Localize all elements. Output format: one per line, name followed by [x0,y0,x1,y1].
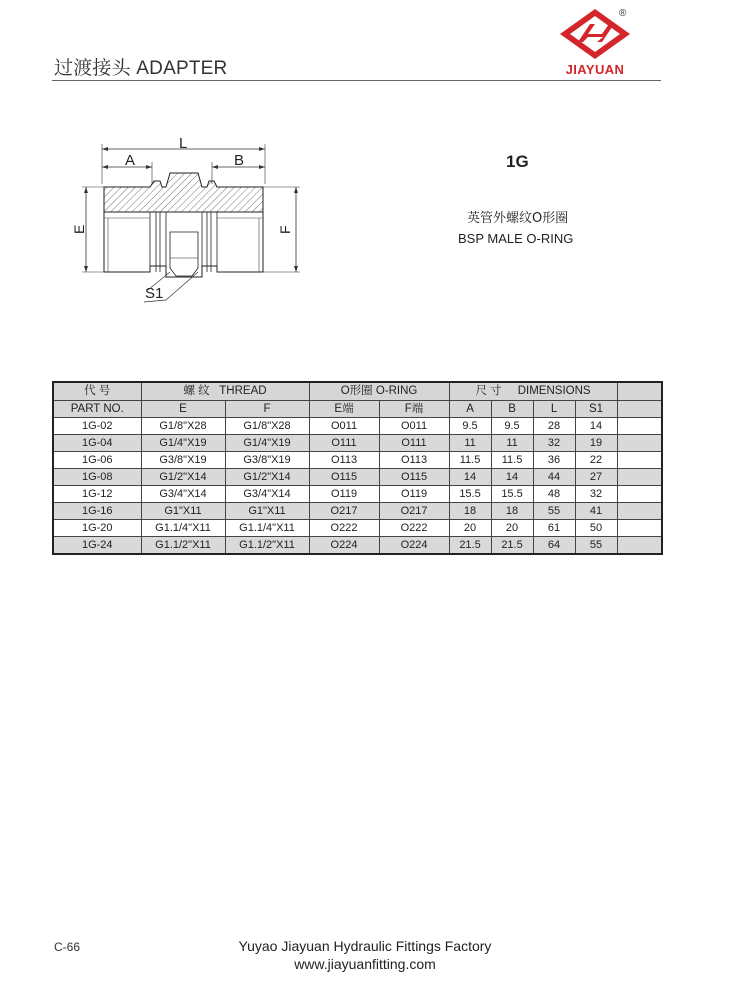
table-row [53,418,662,435]
cell-dim-l: 48 [533,486,575,503]
cell-dim-s1: 50 [575,520,617,537]
product-description-cn: 英管外螺纹O形圈 [467,211,569,226]
cell-oring-e: O119 [309,486,379,503]
table-row [53,452,662,469]
cell-dim-a: 21.5 [449,537,491,555]
cell-oring-e: O113 [309,452,379,469]
cell-dim-b: 11 [491,435,533,452]
company-name: Yuyao Jiayuan Hydraulic Fittings Factory [238,938,492,954]
cell-thread-e: G1.1/4"X11 [141,520,225,537]
cell-dim-b: 9.5 [491,418,533,435]
cell-thread-e: G1/2"X14 [141,469,225,486]
cell-oring-e: O224 [309,537,379,555]
cell-dim-l: 44 [533,469,575,486]
cell-oring-f: O011 [379,418,449,435]
cell-blank [617,486,662,503]
table-row [53,503,662,520]
group-header-oring: O形圈 O-RING [309,382,449,401]
cell-dim-a: 11 [449,435,491,452]
col-header-e: E [141,401,225,418]
cell-dim-b: 14 [491,469,533,486]
cell-blank [617,418,662,435]
table-row [53,469,662,486]
cell-part-no: 1G-06 [53,452,141,469]
table-group-header-row [53,382,662,401]
group-header-dims-cn: 尺 寸 [475,385,502,397]
cell-dim-a: 9.5 [449,418,491,435]
cell-dim-a: 18 [449,503,491,520]
page-number: C-66 [54,940,81,954]
cell-dim-a: 15.5 [449,486,491,503]
label-f: F [277,225,293,234]
header-divider [52,80,661,81]
cell-oring-f: O115 [379,469,449,486]
cell-dim-l: 28 [533,418,575,435]
col-header-f-end: F端 [379,401,449,418]
cell-part-no: 1G-04 [53,435,141,452]
cell-oring-e: O217 [309,503,379,520]
cell-part-no: 1G-20 [53,520,141,537]
table-row [53,537,662,555]
cell-oring-f: O222 [379,520,449,537]
company-website: www.jiayuanfitting.com [294,956,436,972]
cell-dim-a: 14 [449,469,491,486]
table-column-header-row [53,401,662,418]
adapter-drawing [70,132,320,317]
cell-part-no: 1G-24 [53,537,141,555]
cell-dim-s1: 22 [575,452,617,469]
cell-dim-s1: 19 [575,435,617,452]
group-header-thread-en: THREAD [219,385,267,397]
label-b: B [234,152,245,169]
cell-thread-f: G1/8"X28 [225,418,309,435]
col-header-s1: S1 [575,401,617,418]
page-title: 过渡接头 ADAPTER [54,58,228,79]
group-header-dims-en: DIMENSIONS [517,385,591,397]
label-a: A [125,152,136,169]
cell-dim-s1: 55 [575,537,617,555]
table-row [53,435,662,452]
cell-thread-e: G3/4"X14 [141,486,225,503]
spec-table [52,381,663,555]
cell-oring-f: O119 [379,486,449,503]
cell-dim-b: 11.5 [491,452,533,469]
col-header-a: A [449,401,491,418]
cell-part-no: 1G-02 [53,418,141,435]
cell-dim-l: 64 [533,537,575,555]
cell-blank [617,520,662,537]
cell-blank [617,503,662,520]
cell-dim-s1: 14 [575,418,617,435]
cell-dim-s1: 27 [575,469,617,486]
table-row [53,486,662,503]
cell-thread-f: G1/4"X19 [225,435,309,452]
cell-thread-e: G1/8"X28 [141,418,225,435]
cell-thread-f: G1.1/4"X11 [225,520,309,537]
col-header-e-end: E端 [309,401,379,418]
col-header-l: L [533,401,575,418]
cell-blank [617,469,662,486]
cell-oring-e: O011 [309,418,379,435]
cell-part-no: 1G-08 [53,469,141,486]
cell-dim-b: 21.5 [491,537,533,555]
col-header-blank [617,401,662,418]
col-header-f: F [225,401,309,418]
cell-dim-l: 55 [533,503,575,520]
cell-oring-f: O113 [379,452,449,469]
group-header-dimensions [449,382,617,401]
label-l: L [179,135,188,152]
cell-dim-s1: 32 [575,486,617,503]
cell-dim-s1: 41 [575,503,617,520]
cell-dim-b: 20 [491,520,533,537]
cell-thread-f: G3/4"X14 [225,486,309,503]
product-description-en: BSP MALE O-RING [458,231,574,246]
cell-dim-a: 20 [449,520,491,537]
group-header-blank [617,382,662,401]
label-s1: S1 [145,285,164,302]
cell-part-no: 1G-16 [53,503,141,520]
fitting-cross-section-figure [70,132,320,312]
cell-dim-l: 32 [533,435,575,452]
group-header-thread-cn: 螺 纹 [183,385,210,397]
cell-oring-f: O111 [379,435,449,452]
col-header-b: B [491,401,533,418]
cell-dim-a: 11.5 [449,452,491,469]
cell-thread-e: G1/4"X19 [141,435,225,452]
product-code: 1G [506,152,529,171]
table-body [53,418,662,555]
logo-wordmark: JIAYUAN [565,62,625,77]
cell-dim-b: 15.5 [491,486,533,503]
cell-thread-f: G1.1/2"X11 [225,537,309,555]
cell-oring-f: O224 [379,537,449,555]
cell-dim-b: 18 [491,503,533,520]
cell-blank [617,452,662,469]
cell-oring-f: O217 [379,503,449,520]
group-header-thread [141,382,309,401]
table-row [53,520,662,537]
cell-thread-e: G1"X11 [141,503,225,520]
registered-mark: ® [619,8,627,19]
cell-oring-e: O111 [309,435,379,452]
cell-blank [617,537,662,555]
cell-thread-e: G3/8"X19 [141,452,225,469]
group-header-part: 代 号 [53,382,141,401]
cell-thread-e: G1.1/2"X11 [141,537,225,555]
cell-part-no: 1G-12 [53,486,141,503]
cell-dim-l: 61 [533,520,575,537]
cell-dim-l: 36 [533,452,575,469]
cell-thread-f: G1/2"X14 [225,469,309,486]
cell-oring-e: O222 [309,520,379,537]
cell-thread-f: G3/8"X19 [225,452,309,469]
cell-blank [617,435,662,452]
label-e: E [71,224,87,234]
cell-oring-e: O115 [309,469,379,486]
cell-thread-f: G1"X11 [225,503,309,520]
col-header-part-no: PART NO. [53,401,141,418]
